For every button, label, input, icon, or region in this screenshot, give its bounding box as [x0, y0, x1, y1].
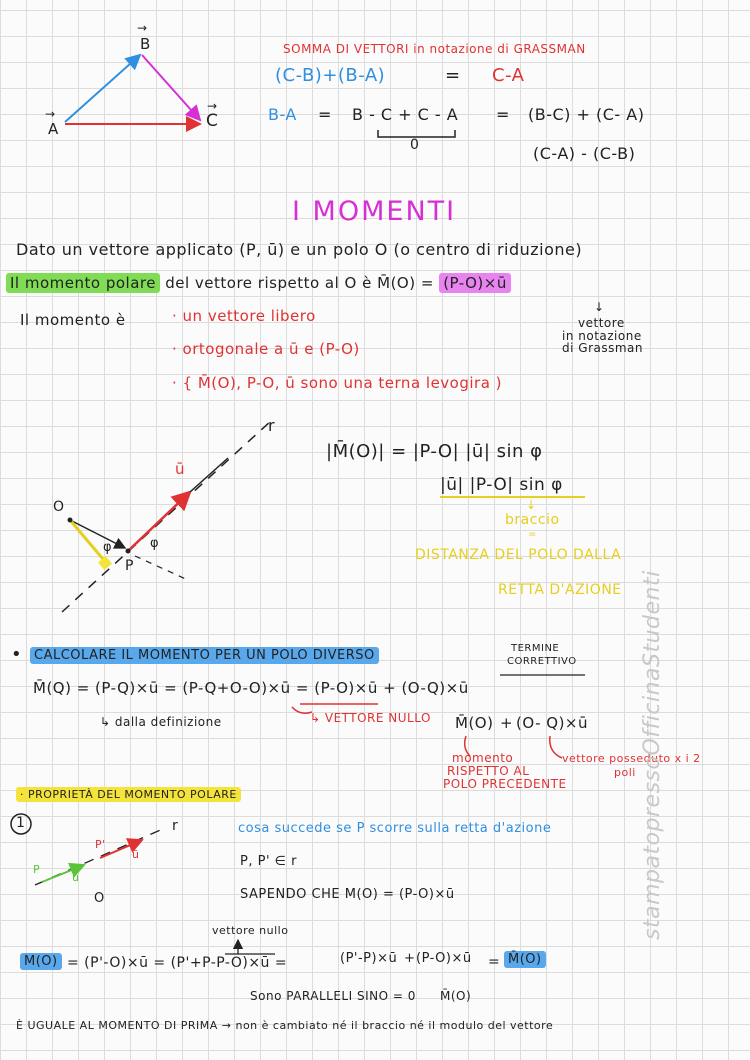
- label-b: B: [140, 35, 151, 53]
- dashed-extension: [135, 556, 188, 580]
- line-of-action: [62, 420, 272, 612]
- final-mo: M(O): [20, 953, 62, 970]
- def-note-2: in notazione: [562, 329, 642, 343]
- momento-note-2: RISPETTO AL: [447, 764, 530, 778]
- def-arrow: ↓: [594, 300, 605, 314]
- sketch-p-prime: P': [95, 838, 106, 851]
- prop-sapendo: SAPENDO CHE M(O) = (P-O)×ū: [240, 887, 455, 902]
- eq1-left: (C-B)+(B-A): [275, 65, 386, 86]
- zero-brace: [378, 130, 455, 137]
- definition-formula: (P-O)×ū: [439, 273, 511, 293]
- eq1-right: C-A: [492, 65, 525, 86]
- definition-highlight: Il momento polare: [6, 273, 160, 293]
- arrow-mark-a: →: [45, 107, 56, 121]
- def-note-3: di Grassman: [562, 341, 644, 355]
- label-phi: φ: [103, 540, 113, 555]
- termine-2: CORRETTIVO: [507, 656, 577, 667]
- eq2-zero: 0: [410, 137, 420, 153]
- sketch-o: O: [94, 891, 105, 906]
- final-equals: =: [488, 954, 501, 970]
- distance-line-2: RETTA D'AZIONE: [498, 582, 622, 598]
- eq2-right: (B-C) + (C- A): [528, 105, 645, 124]
- calc-bullet: •: [11, 644, 23, 665]
- definition-mo: M̄(O) =: [377, 274, 434, 292]
- prop-number: 1: [16, 815, 26, 831]
- page-title: I MOMENTI: [292, 196, 457, 227]
- point-o: [68, 518, 73, 523]
- vector-bc: [142, 55, 200, 120]
- prop-item-1: · un vettore libero: [172, 307, 316, 325]
- braccio-equals: =: [528, 529, 537, 540]
- point-p: [126, 549, 131, 554]
- vector-u-ext: [190, 458, 228, 492]
- sketch-u-green: ū: [72, 871, 80, 884]
- eq2-lhs: B-A: [268, 105, 297, 124]
- posseduto-note-2: poli: [614, 766, 636, 779]
- eq2-eq2: =: [496, 105, 510, 124]
- prop-title: · PROPRIETÀ DEL MOMENTO POLARE: [16, 787, 241, 802]
- calc-result-a: M̄(O): [455, 714, 494, 732]
- final-term-1: (P'-P)×ū: [340, 951, 398, 966]
- final-term-2: (P-O)×ū: [416, 951, 472, 966]
- magnitude-formula-2: |ū| |P-O| sin φ: [440, 475, 563, 495]
- watermark: stampatopressoOfficinaStudenti: [640, 570, 665, 940]
- def-note-1: vettore: [578, 316, 625, 330]
- intro-text: Dato un vettore applicato (P, ū) e un polo O (o centro di riduzione): [16, 240, 583, 259]
- distance-line-1: DISTANZA DEL POLO DALLA: [415, 547, 622, 563]
- final-result-wrap: [504, 953, 546, 966]
- prop-item-3: · { M̄(O), P-O, ū sono una terna levogira ): [172, 374, 503, 392]
- momento-note-1: momento: [452, 751, 514, 765]
- eq3: (C-A) - (C-B): [533, 144, 636, 163]
- final-eq: = (P'-O)×ū = (P'+P-P-O)×ū =: [67, 955, 288, 971]
- termine-1: TERMINE: [511, 643, 560, 654]
- eq2-eq1: =: [318, 105, 332, 124]
- arrow-mark-c: →: [207, 99, 218, 113]
- vector-p-o: [70, 520, 125, 548]
- definition-rest: del vettore rispetto al O è: [165, 274, 372, 292]
- sketch-p: P: [33, 863, 41, 876]
- posseduto-note-1: vettore posseduto x i 2: [562, 752, 701, 765]
- eq2-middle: B - C + C - A: [352, 105, 459, 124]
- eq1-equals: =: [445, 65, 461, 86]
- braccio-label: braccio: [505, 512, 560, 528]
- prop-question: cosa succede se P scorre sulla retta d'azione: [238, 821, 552, 836]
- calc-null-note: ↳ VETTORE NULLO: [310, 711, 431, 725]
- final-eq-start: [20, 955, 62, 968]
- paralleli-note: Sono PARALLELI SINO = 0: [250, 989, 416, 1003]
- label-p: P: [125, 558, 134, 574]
- vector-ab: [65, 55, 140, 122]
- calc-title-wrap: [30, 649, 379, 662]
- momento-note-3: POLO PRECEDENTE: [443, 777, 567, 791]
- vettore-nullo-label: vettore nullo: [212, 924, 289, 937]
- right-angle-mark: [98, 556, 112, 570]
- prop-item-2: · ortogonale a ū e (P-O): [172, 340, 360, 358]
- final-result: M̄(O): [504, 951, 546, 968]
- calc-equation: M̄(Q) = (P-Q)×ū = (P-Q+O-O)×ū = (P-O)×ū + (O-Q)×ū: [33, 679, 469, 697]
- props-lead: Il momento è: [20, 311, 126, 329]
- null-vector-curve: [292, 707, 312, 713]
- label-u: ū: [175, 460, 186, 478]
- calc-result-plus: +: [500, 714, 514, 732]
- grassman-title: SOMMA DI VETTORI in notazione di GRASSMAN: [283, 42, 586, 56]
- final-plus: +: [404, 951, 416, 966]
- label-r: r: [268, 416, 276, 435]
- mo-under: M̄(O): [440, 989, 472, 1003]
- label-c: C: [206, 111, 219, 131]
- arrow-mark-b: →: [137, 21, 148, 35]
- final-statement: È UGUALE AL MOMENTO DI PRIMA → non è cambiato né il braccio né il modulo del vettore: [16, 1019, 554, 1032]
- braccio-arrow: ↓: [526, 498, 537, 512]
- calc-def-note: ↳ dalla definizione: [100, 715, 222, 729]
- calc-title: CALCOLARE IL MOMENTO PER UN POLO DIVERSO: [30, 647, 379, 664]
- sketch-r: r: [172, 818, 179, 834]
- sketch-u-red: ū: [132, 848, 140, 861]
- label-a: A: [48, 120, 59, 138]
- definition-line: [6, 276, 511, 291]
- label-phi-2: φ: [150, 536, 160, 551]
- posseduto-curve: [550, 736, 562, 758]
- calc-result-b: (O- Q)×ū: [516, 714, 588, 732]
- prop-pp: P, P' ∈ r: [240, 854, 297, 869]
- prop-title-wrap: [16, 789, 241, 800]
- label-o: O: [53, 499, 65, 515]
- magnitude-formula: |M̄(O)| = |P-O| |ū| sin φ: [326, 441, 543, 462]
